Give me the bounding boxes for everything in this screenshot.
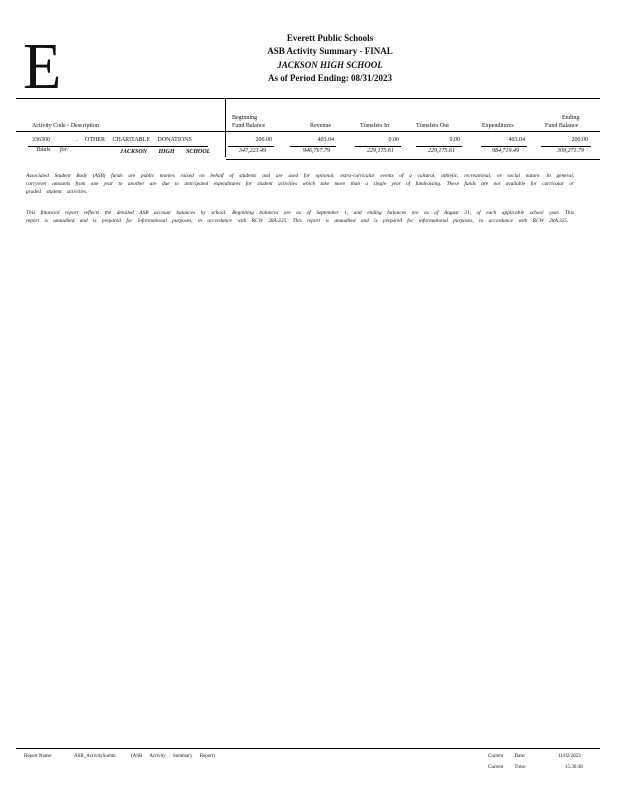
totals-rule-transfers-in bbox=[355, 146, 401, 147]
totals-school: JACKSON HIGH SCHOOL bbox=[120, 149, 211, 155]
row-beginning: 200.00 bbox=[255, 137, 272, 143]
totals-rule-expenditures bbox=[481, 146, 527, 147]
col-transfers-in: Transfers In bbox=[360, 123, 389, 129]
report-district: Everett Public Schools bbox=[286, 33, 374, 43]
totals-expenditures: 984,719.49 bbox=[492, 148, 519, 154]
footer-report-name: ASB_ActivitySumm bbox=[74, 754, 116, 759]
footer-date-label: Current Date: bbox=[488, 754, 526, 759]
row-revenue: 403.04 bbox=[317, 137, 334, 143]
district-logo: E bbox=[23, 30, 62, 103]
col-activity: Activity Code - Description bbox=[32, 123, 99, 129]
totals-transfers-in: 229,175.61 bbox=[367, 148, 394, 154]
footer-date-value: 11/02/2023 bbox=[558, 754, 581, 759]
footer-report-desc: (ASB Activity Summary Report) bbox=[131, 754, 215, 759]
col-beginning-line1: Beginning bbox=[232, 115, 257, 121]
report-period: As of Period Ending: 08/31/2023 bbox=[267, 73, 392, 83]
totals-rule-beginning bbox=[228, 146, 274, 147]
col-ending-line1: Ending bbox=[562, 115, 580, 121]
row-transfers-in: 0.00 bbox=[388, 137, 399, 143]
footer-rule bbox=[16, 748, 600, 749]
col-expenditures: Expenditures bbox=[482, 123, 514, 129]
column-header-rule bbox=[16, 131, 600, 132]
totals-rule-ending bbox=[541, 146, 591, 147]
totals-beginning: 347,223.49 bbox=[239, 148, 266, 154]
footer-report-label: Report Name: bbox=[24, 754, 53, 759]
totals-transfers-out: 229,175.61 bbox=[428, 148, 455, 154]
row-code: 336300 bbox=[32, 137, 50, 143]
explanation-paragraph-1: Associated Student Body (ASB) funds are public monies raised on behalf of students and are used for optional, extra-curricular events of a cultural, athletic, recreational, or social nature. In general, carryover amounts from one year to another are due to anticipated expenditures for student activities which take more than a single year of fundraising. These funds are not available for curricular or graded student activities. bbox=[26, 173, 574, 195]
col-beginning-line2: Fund Balance bbox=[232, 123, 266, 129]
col-ending-line2: Fund Balance bbox=[545, 123, 579, 129]
col-revenue: Revenue bbox=[310, 123, 331, 129]
row-description: . OTHER CHARITABLE DONATIONS bbox=[76, 137, 192, 143]
col-transfers-out: Transfers Out bbox=[416, 123, 449, 129]
totals-rule-revenue bbox=[290, 146, 336, 147]
explanation-paragraph-2: This financial report reflects the detailed ASB account balances by school. Beginning balances are as of September 1, and ending balances are as of August 31, of each applicable school year. This report is unaudited and is prepared for informational purposes, in accordance with RCW 28A.325. This report is unaudited and is prepared for informational purposes, in accordance with RCW 28A.325. bbox=[26, 210, 574, 224]
totals-ending: 309,271.79 bbox=[557, 148, 584, 154]
footer-time-value: 15:30:38 bbox=[565, 765, 583, 770]
row-expenditures: 403.04 bbox=[508, 137, 525, 143]
footer-time-label: Current Time: bbox=[488, 765, 527, 770]
row-transfers-out: 0.00 bbox=[449, 137, 460, 143]
report-school: JACKSON HIGH SCHOOL bbox=[277, 60, 383, 70]
totals-bottom-rule bbox=[226, 159, 600, 160]
totals-label: Totals for: bbox=[36, 147, 69, 153]
totals-rule-transfers-out bbox=[416, 146, 462, 147]
row-ending: 200.00 bbox=[571, 137, 588, 143]
report-title: ASB Activity Summary - FINAL bbox=[267, 46, 393, 56]
totals-revenue: 946,767.79 bbox=[303, 148, 330, 154]
header-rule bbox=[16, 98, 600, 99]
